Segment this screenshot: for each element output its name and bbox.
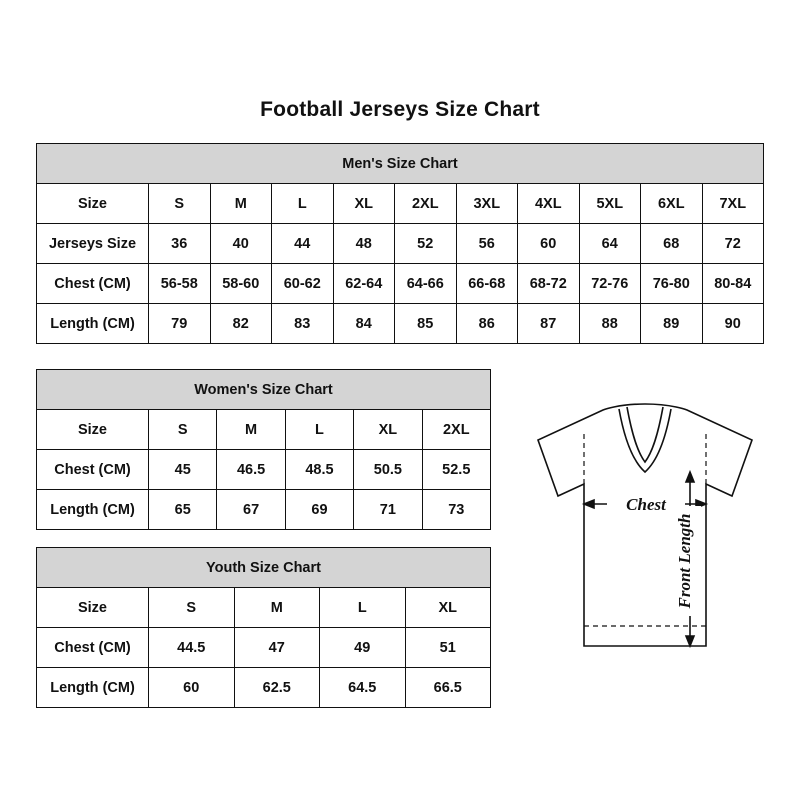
table-cell: 79 — [149, 304, 211, 344]
table-cell: 62.5 — [234, 668, 320, 708]
column-header: XL — [354, 410, 422, 450]
youth-size-table — [36, 547, 491, 708]
table-cell: 72-76 — [579, 264, 641, 304]
mens-size-table — [36, 143, 764, 344]
mens-table-heading: Men's Size Chart — [37, 144, 764, 184]
column-header: M — [234, 588, 320, 628]
table-cell: 76-80 — [641, 264, 703, 304]
row-header-chest: Chest (CM) — [37, 450, 149, 490]
table-cell: 48 — [333, 224, 395, 264]
table-cell: 47 — [234, 628, 320, 668]
table-cell: 67 — [217, 490, 285, 530]
table-row — [37, 450, 491, 490]
table-cell: 64 — [579, 224, 641, 264]
table-cell: 65 — [149, 490, 217, 530]
youth-table-heading: Youth Size Chart — [37, 548, 491, 588]
table-cell: 36 — [149, 224, 211, 264]
column-header: M — [210, 184, 272, 224]
table-cell: 56 — [456, 224, 518, 264]
table-row — [37, 224, 764, 264]
table-cell: 60 — [149, 668, 235, 708]
table-cell: 68 — [641, 224, 703, 264]
womens-size-table — [36, 369, 491, 530]
table-row — [37, 628, 491, 668]
table-heading-row — [37, 370, 491, 410]
row-header-length: Length (CM) — [37, 490, 149, 530]
page-title: Football Jerseys Size Chart — [260, 98, 540, 121]
column-header: S — [149, 184, 211, 224]
table-cell: 48.5 — [285, 450, 353, 490]
table-cell: 89 — [641, 304, 703, 344]
table-row — [37, 588, 491, 628]
table-cell: 58-60 — [210, 264, 272, 304]
row-header-chest: Chest (CM) — [37, 628, 149, 668]
row-header-size: Size — [37, 588, 149, 628]
column-header: 4XL — [518, 184, 580, 224]
column-header: S — [149, 410, 217, 450]
column-header: L — [272, 184, 334, 224]
jersey-measurement-diagram — [500, 400, 790, 700]
table-cell: 50.5 — [354, 450, 422, 490]
table-cell: 73 — [422, 490, 490, 530]
column-header: L — [320, 588, 406, 628]
table-cell: 62-64 — [333, 264, 395, 304]
table-cell: 71 — [354, 490, 422, 530]
row-header-length: Length (CM) — [37, 668, 149, 708]
table-row — [37, 264, 764, 304]
table-cell: 56-58 — [149, 264, 211, 304]
table-cell: 44.5 — [149, 628, 235, 668]
table-cell: 64.5 — [320, 668, 406, 708]
table-cell: 69 — [285, 490, 353, 530]
front-length-label: Front Length — [675, 513, 694, 609]
table-cell: 85 — [395, 304, 457, 344]
table-cell: 87 — [518, 304, 580, 344]
table-cell: 66-68 — [456, 264, 518, 304]
row-header-chest: Chest (CM) — [37, 264, 149, 304]
table-cell: 60 — [518, 224, 580, 264]
table-row — [37, 304, 764, 344]
table-row — [37, 668, 491, 708]
jersey-outline-icon — [538, 404, 752, 646]
table-cell: 72 — [702, 224, 764, 264]
table-cell: 66.5 — [405, 668, 491, 708]
table-cell: 64-66 — [395, 264, 457, 304]
table-cell: 80-84 — [702, 264, 764, 304]
column-header: 5XL — [579, 184, 641, 224]
table-cell: 82 — [210, 304, 272, 344]
column-header: L — [285, 410, 353, 450]
table-cell: 68-72 — [518, 264, 580, 304]
table-row — [37, 410, 491, 450]
table-cell: 40 — [210, 224, 272, 264]
table-cell: 90 — [702, 304, 764, 344]
table-cell: 44 — [272, 224, 334, 264]
column-header: M — [217, 410, 285, 450]
table-row — [37, 490, 491, 530]
row-header-size: Size — [37, 184, 149, 224]
table-cell: 86 — [456, 304, 518, 344]
table-cell: 84 — [333, 304, 395, 344]
table-cell: 52 — [395, 224, 457, 264]
table-heading-row — [37, 144, 764, 184]
column-header: 7XL — [702, 184, 764, 224]
table-cell: 60-62 — [272, 264, 334, 304]
column-header: 2XL — [422, 410, 490, 450]
womens-table-heading: Women's Size Chart — [37, 370, 491, 410]
row-header-jerseys-size: Jerseys Size — [37, 224, 149, 264]
table-cell: 45 — [149, 450, 217, 490]
column-header: 3XL — [456, 184, 518, 224]
table-heading-row — [37, 548, 491, 588]
row-header-length: Length (CM) — [37, 304, 149, 344]
table-cell: 49 — [320, 628, 406, 668]
table-row — [37, 184, 764, 224]
table-cell: 51 — [405, 628, 491, 668]
table-cell: 46.5 — [217, 450, 285, 490]
column-header: 2XL — [395, 184, 457, 224]
table-cell: 83 — [272, 304, 334, 344]
row-header-size: Size — [37, 410, 149, 450]
table-cell: 52.5 — [422, 450, 490, 490]
column-header: XL — [333, 184, 395, 224]
table-cell: 88 — [579, 304, 641, 344]
column-header: S — [149, 588, 235, 628]
column-header: 6XL — [641, 184, 703, 224]
column-header: XL — [405, 588, 491, 628]
chest-label: Chest — [626, 495, 666, 514]
